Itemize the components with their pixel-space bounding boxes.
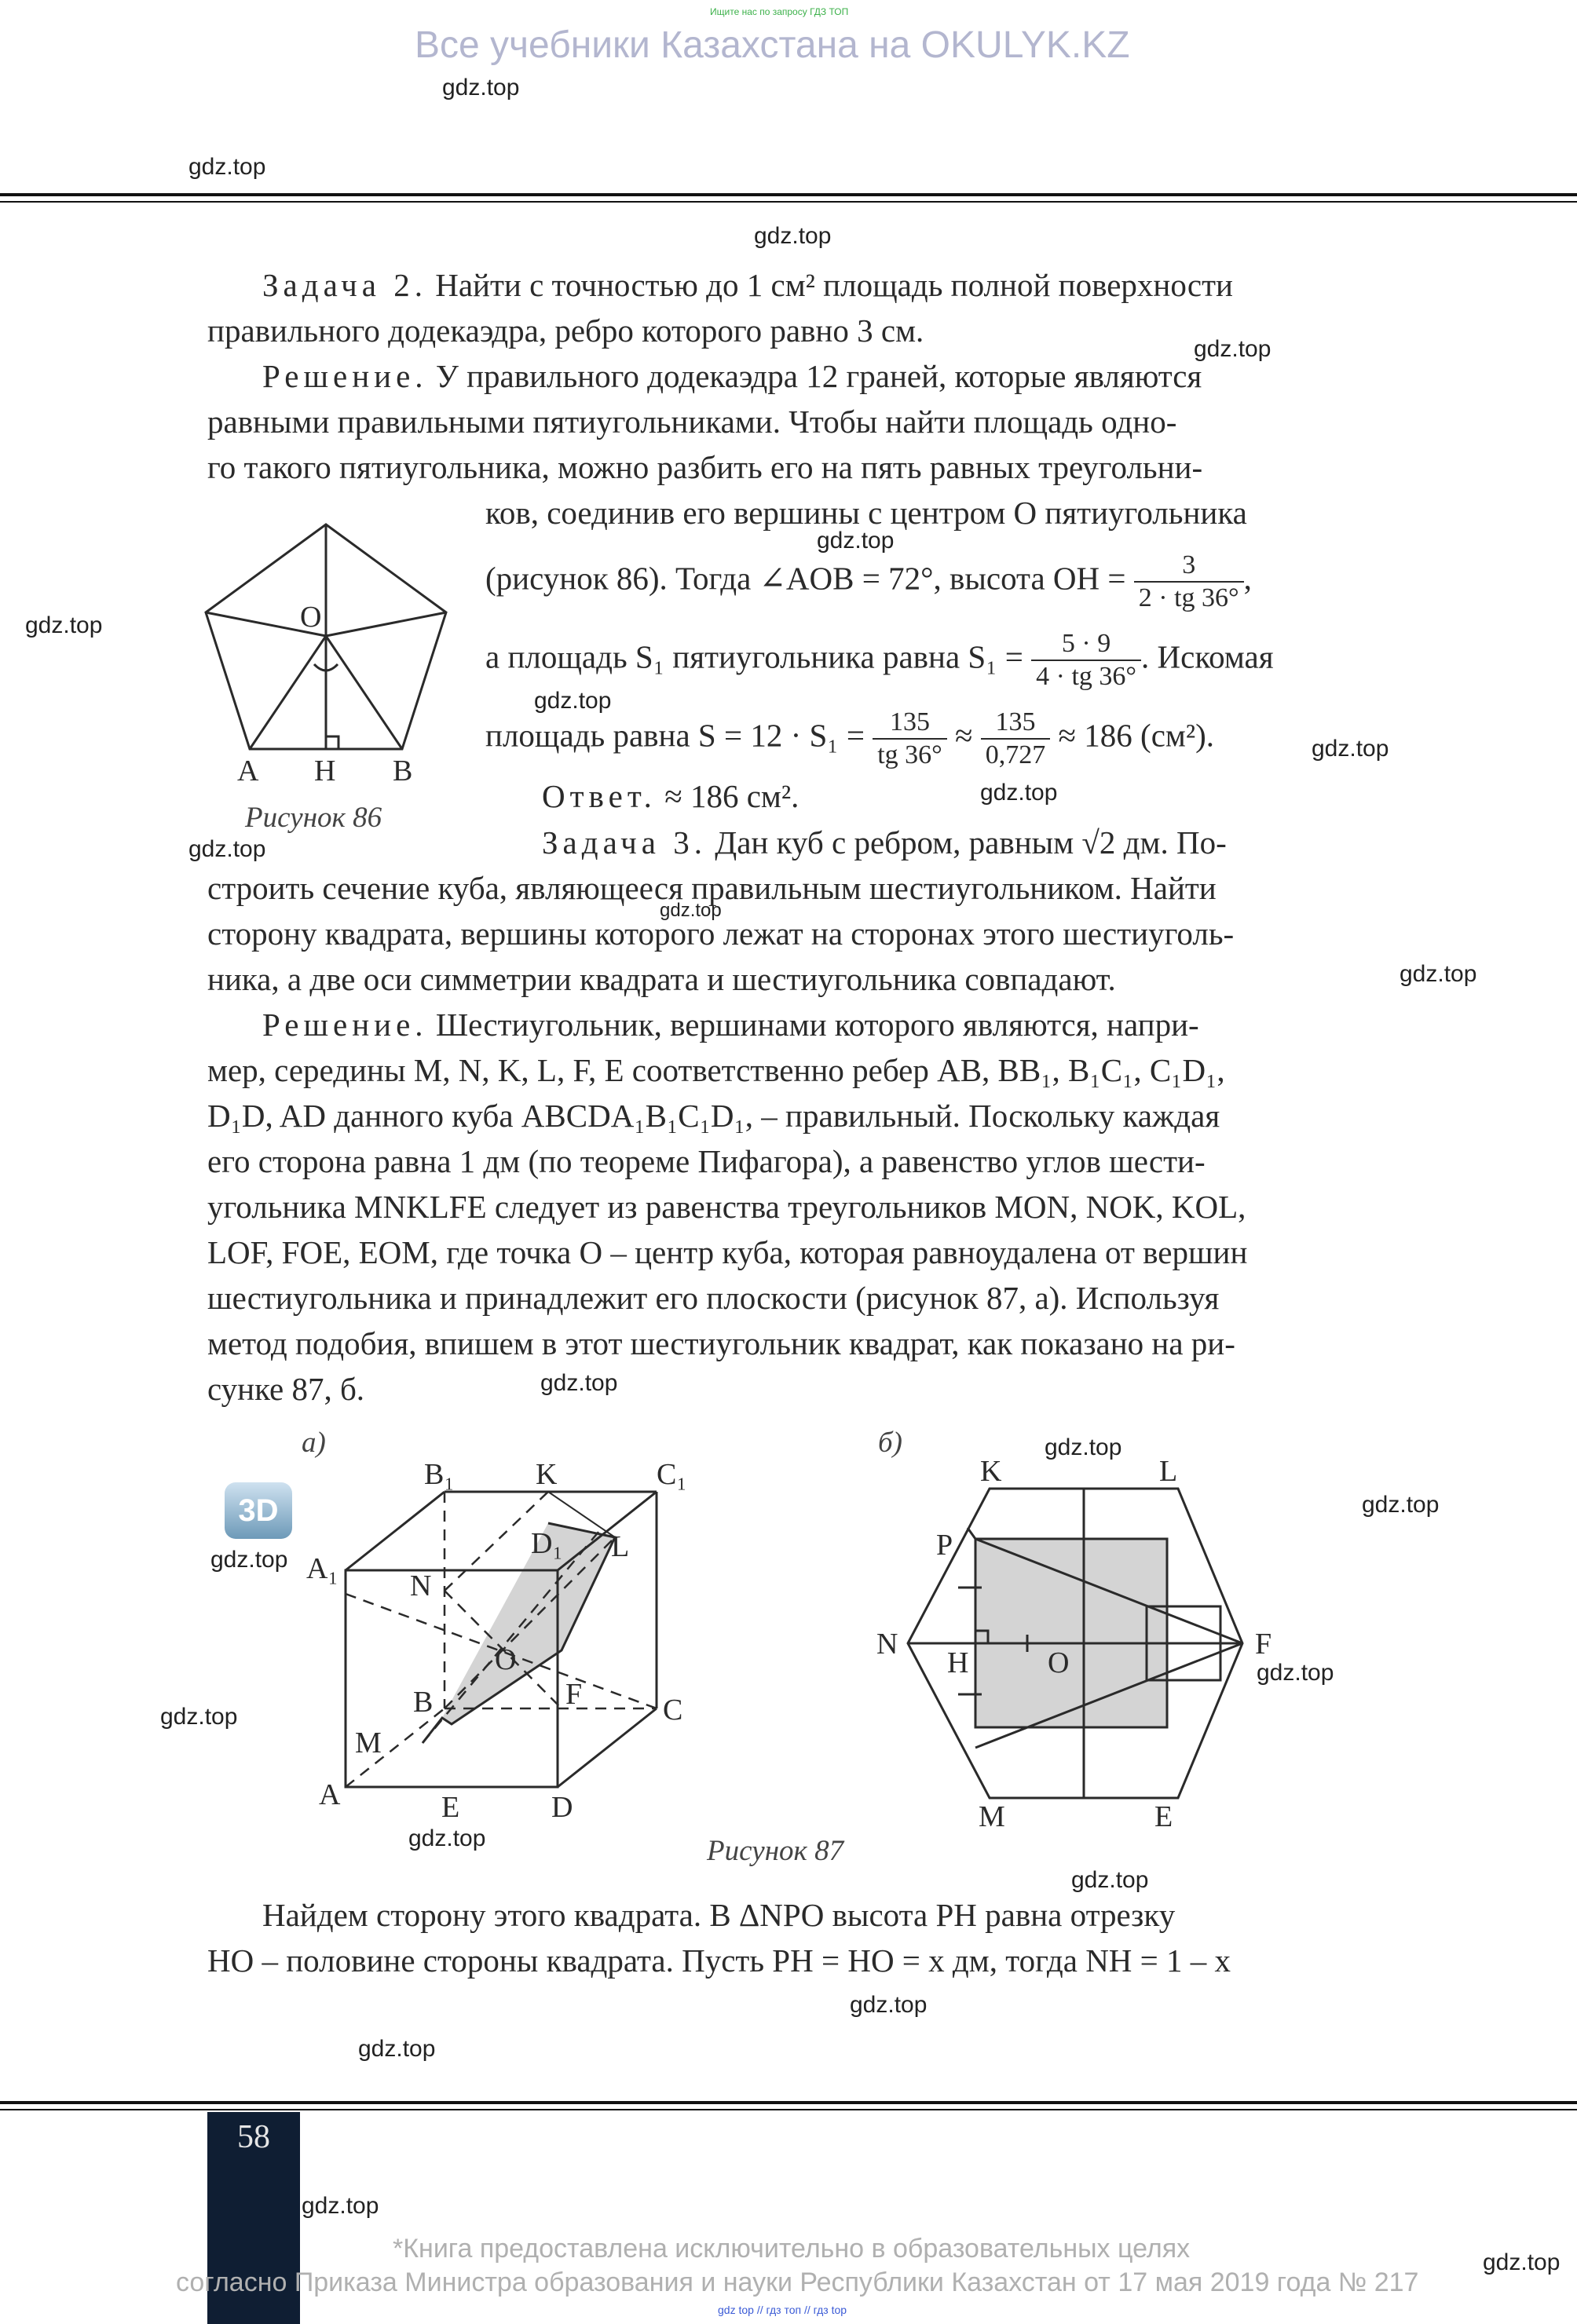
figure86-caption: Рисунок 86 (245, 802, 382, 834)
figure-87b-hexagon (872, 1452, 1296, 1829)
solution2-line3: го такого пятиугольника, можно разбить его на пять равных треугольни- (207, 449, 1203, 485)
s2-fraction: $\frac{135}{0,727}$ (981, 707, 1051, 771)
cube-label-B1: B₁ (424, 1458, 455, 1491)
watermark: gdz.top (1194, 336, 1271, 362)
fig86-label-H: H (314, 755, 336, 787)
watermark: gdz.top (980, 780, 1058, 806)
hex-label-N: N (876, 1628, 898, 1661)
solution2-line1: Решение. У правильного додекаэдра 12 граней, которые являются (262, 358, 1202, 394)
cube-label-O: O (495, 1643, 517, 1676)
watermark: gdz.top (540, 1370, 618, 1396)
hex-label-M: M (979, 1800, 1005, 1829)
watermark: gdz.top (1071, 1867, 1149, 1893)
hex-label-K: K (980, 1455, 1002, 1488)
watermark: gdz.top (1257, 1660, 1334, 1686)
closing-line2: HO – половине стороны квадрата. Пусть PH = HO = x дм, тогда NH = 1 – x (207, 1942, 1231, 1979)
task3-title: Задача 3. (542, 824, 707, 861)
watermark: gdz.top (210, 1547, 288, 1573)
task3-line3: сторону квадрата, вершины которого лежат на сторонах этого шестиуголь- (207, 915, 1235, 952)
hex-label-P: P (936, 1529, 953, 1562)
cube-label-D1: D₁ (531, 1527, 563, 1560)
watermark: gdz.top (160, 1704, 238, 1730)
watermark: gdz.top (1045, 1434, 1122, 1460)
bottom-rule-thin (0, 2109, 1577, 2110)
hex-label-L: L (1159, 1455, 1178, 1488)
figure-87a-cube (306, 1445, 730, 1837)
cube-label-D: D (551, 1791, 573, 1824)
closing-line1: Найдем сторону этого квадрата. В ΔNPO высота PH равна отрезку (262, 1897, 1176, 1933)
page-number: 58 (237, 2119, 270, 2155)
answer-label: Ответ. (542, 778, 657, 814)
cube-label-C: C (663, 1694, 683, 1727)
hex-label-F: F (1255, 1628, 1272, 1661)
cube-label-C1: C₁ (657, 1458, 687, 1491)
answer-line: Ответ. ≈ 186 см². (542, 778, 799, 814)
solution2-line4: ков, соединив его вершины с центром O пятиугольника (485, 495, 1247, 531)
3d-model-button[interactable]: 3D (225, 1482, 292, 1539)
solution2-line2: равными правильными пятиугольниками. Чтобы найти площадь одно- (207, 404, 1177, 440)
cube-label-M: M (355, 1727, 382, 1759)
cube-label-N: N (410, 1569, 432, 1602)
cube-label-F: F (565, 1678, 583, 1711)
fig86-label-O: O (300, 601, 322, 634)
watermark: gdz.top (1483, 2249, 1561, 2275)
hex-label-H: H (947, 1646, 969, 1679)
solution2-line6: а площадь S₁ пятиугольника равна S₁ = $\frac{5 \cdot 9}{4 \cdot tg 36^\circ}$ . Искомая (485, 629, 1274, 691)
hex-label-O: O (1048, 1646, 1070, 1679)
watermark: gdz.top (358, 2036, 436, 2062)
figure-86-pentagon (196, 510, 463, 793)
solution3-line9: сунке 87, б. (207, 1371, 365, 1407)
watermark: gdz.top (1362, 1492, 1440, 1518)
watermark: gdz.top (188, 154, 266, 180)
footer-line2: согласно Приказа Министра образования и науки Республики Казахстан от 17 мая 2019 года № 217 (176, 2267, 1419, 2297)
task3-line2: строить сечение куба, являющееся правильным шестиугольником. Найти (207, 870, 1217, 906)
solution3-line2: мер, середины M, N, K, L, F, E соответственно ребер AB, BB₁, B₁C₁, C₁D₁, (207, 1052, 1225, 1088)
top-rule (0, 193, 1577, 196)
watermark: gdz.top (302, 2193, 379, 2219)
solution3-line3: D₁D, AD данного куба ABCDA₁B₁C₁D₁, – правильный. Поскольку каждая (207, 1098, 1220, 1134)
header-top-note: Ищите нас по запросу ГДЗ ТОП (710, 6, 849, 17)
s1-fraction: $\frac{5 \cdot 9}{4 \cdot tg 36^\circ}$ (1031, 628, 1141, 692)
bottom-rule (0, 2101, 1577, 2104)
solution3-line4: его сторона равна 1 дм (по теореме Пифагора), а равенство углов шести- (207, 1143, 1206, 1179)
solution2-line7: площадь равна S = 12 · S₁ = $\frac{135}{tg 36^\circ}$ ≈ $\frac{135}{0,727}$ ≈ 186 (см²). (485, 707, 1215, 769)
solution2-label: Решение. (262, 358, 428, 394)
task3-line4: ника, а две оси симметрии квадрата и шестиугольника совпадают. (207, 961, 1116, 997)
watermark: gdz.top (850, 1992, 928, 2018)
cube-label-L: L (611, 1530, 630, 1563)
watermark: gdz.top (1312, 736, 1389, 762)
watermark: gdz.top (754, 223, 832, 249)
top-rule-thin (0, 201, 1577, 203)
cube-label-K: K (536, 1458, 558, 1491)
solution2-line5: (рисунок 86). Тогда ∠AOB = 72°, высота OH = $\frac{3}{2 \cdot tg 36^\circ}$ , (485, 550, 1252, 612)
footer-bottom-note[interactable]: gdz top // гдз топ // гдз top (718, 2304, 847, 2316)
figure87-part-a: а) (302, 1427, 326, 1459)
hex-label-E: E (1154, 1800, 1173, 1829)
task3-line1: Задача 3. Дан куб с ребром, равным √2 дм. По- (542, 824, 1227, 861)
footer-line1: *Книга предоставлена исключительно в образовательных целях (393, 2234, 1191, 2264)
oh-fraction: $\frac{3}{2 \cdot tg 36^\circ}$ (1134, 550, 1244, 614)
fig86-label-B: B (393, 755, 413, 787)
solution3-line1: Решение. Шестиугольник, вершинами которого являются, напри- (262, 1007, 1199, 1043)
solution3-line6: LOF, FOE, EOM, где точка O – центр куба, которая равноудалена от вершин (207, 1234, 1248, 1270)
task2-line2: правильного додекаэдра, ребро которого равно 3 см. (207, 312, 924, 349)
cube-label-B: B (413, 1686, 434, 1719)
watermark: gdz.top (534, 688, 612, 714)
figure87-caption: Рисунок 87 (707, 1835, 844, 1867)
fig86-label-A: A (237, 755, 259, 787)
watermark: gdz.top (408, 1825, 486, 1851)
solution3-line7: шестиугольника и принадлежит его плоскости (рисунок 87, а). Используя (207, 1280, 1220, 1316)
solution3-label: Решение. (262, 1007, 428, 1043)
task2-line1: Задача 2. Найти с точностью до 1 см² площадь полной поверхности (262, 267, 1233, 303)
solution3-line8: метод подобия, впишем в этот шестиугольник квадрат, как показано на ри- (207, 1325, 1235, 1361)
cube-label-E: E (441, 1791, 460, 1824)
watermark: gdz.top (817, 528, 895, 554)
cube-label-A1: A₁ (306, 1552, 338, 1585)
watermark: gdz.top (660, 900, 722, 921)
watermark: gdz.top (25, 612, 103, 638)
figure87-part-b: б) (878, 1427, 902, 1459)
cube-label-A: A (319, 1778, 341, 1811)
watermark: gdz.top (1400, 961, 1477, 987)
solution3-line5: угольника MNKLFE следует из равенства треугольников MON, NOK, KOL, (207, 1189, 1246, 1225)
s-fraction: $\frac{135}{tg 36^\circ}$ (873, 707, 947, 771)
watermark: gdz.top (442, 75, 520, 100)
watermark: gdz.top (188, 836, 266, 862)
site-title[interactable]: Все учебники Казахстана на OKULYK.KZ (415, 24, 1130, 66)
task2-title: Задача 2. (262, 267, 427, 303)
